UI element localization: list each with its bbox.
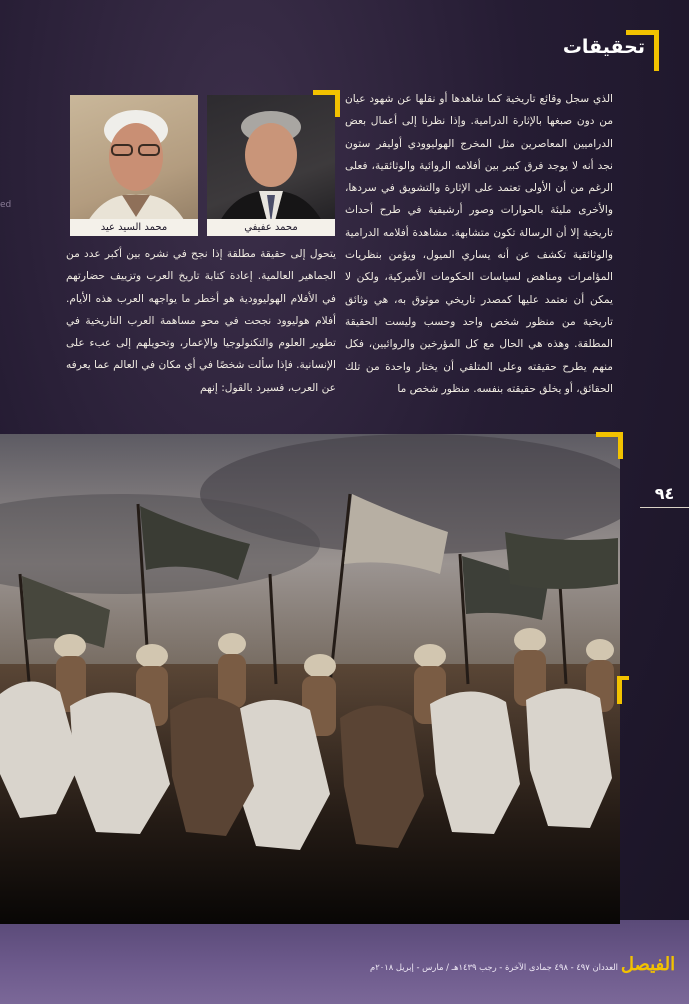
photo-corner-bracket <box>596 432 623 459</box>
portrait-photo <box>207 95 335 236</box>
photo-caption: محمد عفيفي <box>207 219 335 236</box>
page-number: ٩٤ <box>640 484 689 508</box>
portrait-illustration <box>207 95 335 236</box>
section-title: تحقيقات <box>562 36 645 58</box>
photo-caption: محمد السيد عيد <box>70 219 198 236</box>
portrait-photo <box>70 95 198 236</box>
article-column-left <box>66 243 336 399</box>
cavalry-scene-illustration <box>0 434 620 924</box>
magazine-logo: الفيصل <box>620 954 676 975</box>
photo-side-bracket <box>617 676 629 704</box>
footer-issue-line: العددان ٤٩٧ - ٤٩٨ جمادى الآخرة - رجب ١٤٣٩هـ / مارس - إبريل ٢٠١٨م <box>370 962 618 972</box>
article-paragraph: يتحول إلى حقيقة مطلقة إذا نجح في نشره بين أكبر عدد من الجماهير العالمية. إعادة كتابة تاريخ العرب وتزييف حضارتهم في الأفلام الهوليوودية هو أخطر ما يواجهه العرب هذه الأيام. أفلام هوليوود نجحت في محو مساهمة العرب التاريخية في تطوير العلوم والتكنولوجيا والإعمار، وتحويلهم إلى عبء على الإنسانية. فإذا سألت شخصًا في أي مكان في العالم عما يعرفه عن العرب، فسيرد بالقول: إنهم <box>66 248 336 394</box>
article-paragraph: الذي سجل وقائع تاريخية كما شاهدها أو نقلها عن شهود عيان من دون صبغها بالإثارة الدرامية. وإذا نظرنا إلى أعمال بعض الدراميين المعاصرين مثل المخرج الهوليوودي أوليفر ستون نجد أنه لا يوجد فرق كبير بين أفلامه الروائية والوثائقية، فعلى الرغم من أن الأولى تعتمد على الإثارة والتشويق في سردها، والأخرى مليئة بالحوارات وصور أرشيفية في طرح أحداث تاريخية إلا أن الرسالة تكون متشابهة. مشاهدة أفلامه الدرامية والوثائقية تكشف عن أنه يساري الميول، ويؤمن بنظريات المؤامرات ومناهض لسياسات الحكومات الأميركية، ولكن لا يمكن أن نعتمد عليها كمصدر تاريخي موثوق به، هي وثائق تاريخية من منظور شخص واحد وحسب وليست الحقيقة المطلقة. وهذه هي الحال مع كل المؤرخين والروائيين، فكل منهم يطرح حقيقته وعلى المتلقي أن يختار واحدة من تلك الحقائق، أو يخلق حقيقته بنفسه. منظور شخص ما <box>345 93 613 395</box>
margin-mark: ed <box>0 200 12 210</box>
portrait-illustration <box>70 95 198 236</box>
article-column-right <box>345 88 613 400</box>
film-still-photo <box>0 434 620 924</box>
